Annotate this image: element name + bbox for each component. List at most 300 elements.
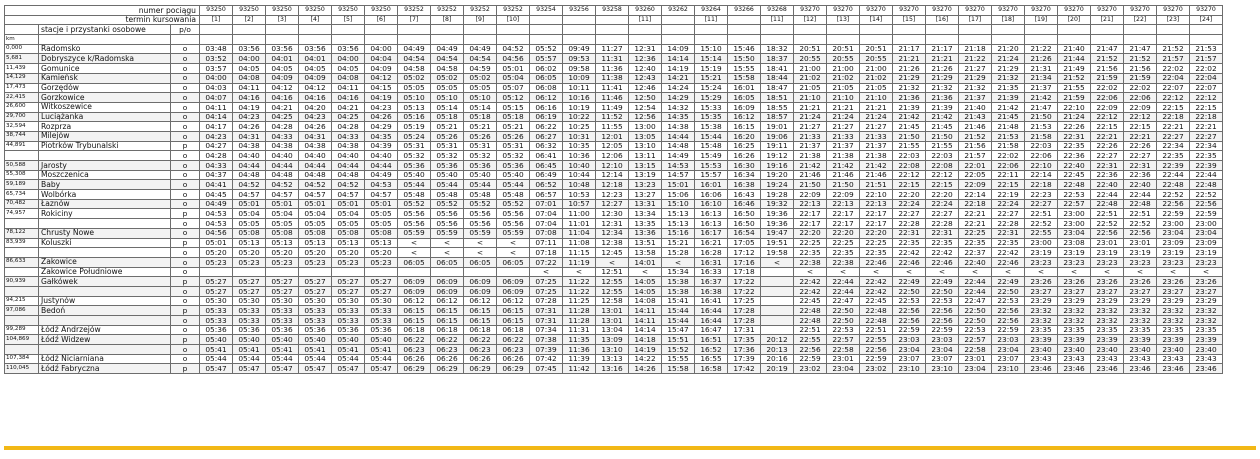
departure-time: 05:36 <box>266 325 299 335</box>
departure-time: 23:04 <box>893 345 926 355</box>
departure-time: 22:56 <box>926 316 959 326</box>
departure-time: 22:35 <box>893 238 926 248</box>
departure-time: 22:12 <box>926 170 959 180</box>
departure-time: 04:11 <box>233 83 266 93</box>
departure-time: 05:33 <box>299 316 332 326</box>
departure-time: 23:03 <box>992 335 1025 345</box>
departure-time: 05:07 <box>497 83 530 93</box>
km-value <box>5 316 39 326</box>
departure-time: 23:32 <box>1058 306 1091 316</box>
departure-time: 05:56 <box>497 209 530 219</box>
departure-time: 21:18 <box>959 44 992 54</box>
km-value: 104,869 <box>5 335 39 345</box>
train-number: 93270 <box>1091 6 1124 16</box>
departure-time: 22:11 <box>992 170 1025 180</box>
departure-time: 22:56 <box>1091 228 1124 238</box>
departure-time: 22:04 <box>1157 73 1190 83</box>
train-number: 93264 <box>695 6 728 16</box>
departure-time: < <box>464 248 497 258</box>
departure-time: 04:21 <box>266 102 299 112</box>
departure-time: 21:45 <box>926 122 959 132</box>
departure-time: 21:37 <box>827 141 860 151</box>
departure-time: 05:01 <box>233 199 266 209</box>
departure-time: 22:56 <box>992 306 1025 316</box>
departure-time: 18:57 <box>761 112 794 122</box>
departure-time: 23:40 <box>1190 345 1223 355</box>
departure-time: 05:27 <box>233 286 266 296</box>
departure-time: 23:32 <box>1058 316 1091 326</box>
departure-time: 11:35 <box>563 335 596 345</box>
schedule-term: [8] <box>431 15 464 25</box>
departure-time: 06:09 <box>464 277 497 287</box>
departure-time: 22:15 <box>1091 122 1124 132</box>
departure-time: 22:02 <box>992 151 1025 161</box>
departure-time: 11:31 <box>596 54 629 64</box>
train-number: 93270 <box>1157 6 1190 16</box>
departure-time: 05:19 <box>398 122 431 132</box>
departure-time: 22:47 <box>959 296 992 306</box>
departure-time: 05:05 <box>431 83 464 93</box>
departure-time: 22:20 <box>860 228 893 238</box>
departure-time: 06:18 <box>497 325 530 335</box>
departure-time: 22:50 <box>959 306 992 316</box>
arrival-departure-flag: o <box>171 325 200 335</box>
departure-time: 22:35 <box>860 248 893 258</box>
header-blank <box>1025 25 1058 35</box>
departure-time: 05:12 <box>497 93 530 103</box>
departure-time: 05:31 <box>431 141 464 151</box>
departure-time: 23:29 <box>1190 296 1223 306</box>
train-number: 93250 <box>365 6 398 16</box>
departure-time: 22:02 <box>1091 83 1124 93</box>
header-blank <box>992 35 1025 45</box>
departure-time: 21:34 <box>1025 73 1058 83</box>
train-number: 93252 <box>497 6 530 16</box>
departure-time: 04:07 <box>200 93 233 103</box>
station-row <box>5 238 1223 248</box>
departure-time: 04:37 <box>200 170 233 180</box>
departure-time: 05:27 <box>266 286 299 296</box>
departure-time: 10:40 <box>563 161 596 171</box>
departure-time: 22:48 <box>1190 180 1223 190</box>
departure-time: 16:05 <box>728 93 761 103</box>
departure-time: 21:48 <box>992 122 1025 132</box>
departure-time: 22:40 <box>1058 161 1091 171</box>
departure-time: 22:36 <box>1091 170 1124 180</box>
departure-time: 22:51 <box>1124 209 1157 219</box>
departure-time: 16:55 <box>695 354 728 364</box>
departure-time: 16:41 <box>695 296 728 306</box>
departure-time: 18:55 <box>761 102 794 112</box>
departure-time: 22:55 <box>1025 228 1058 238</box>
departure-time: 04:28 <box>332 122 365 132</box>
departure-time: 12:18 <box>596 180 629 190</box>
departure-time: 21:37 <box>860 141 893 151</box>
station-row <box>5 180 1223 190</box>
departure-time: 16:20 <box>728 131 761 141</box>
departure-time: 22:56 <box>860 345 893 355</box>
departure-time: 22:19 <box>992 190 1025 200</box>
departure-time: 06:12 <box>530 93 563 103</box>
departure-time: < <box>1190 267 1223 277</box>
header-blank <box>629 35 662 45</box>
header-blank <box>563 25 596 35</box>
departure-time: 04:26 <box>299 122 332 132</box>
header-blank <box>431 25 464 35</box>
departure-time: 06:22 <box>497 335 530 345</box>
departure-time: 06:15 <box>497 316 530 326</box>
departure-time: 21:33 <box>794 131 827 141</box>
departure-time: 22:42 <box>893 248 926 258</box>
departure-time: 22:53 <box>992 296 1025 306</box>
departure-time: 21:55 <box>893 141 926 151</box>
departure-time: 05:44 <box>200 354 233 364</box>
departure-time: 16:15 <box>728 122 761 132</box>
departure-time: 22:44 <box>827 277 860 287</box>
departure-time: 15:38 <box>662 277 695 287</box>
departure-time: 22:15 <box>893 180 926 190</box>
departure-time: 22:57 <box>827 335 860 345</box>
departure-time: 05:41 <box>299 345 332 355</box>
schedule-term: [10] <box>497 15 530 25</box>
departure-time: 13:01 <box>596 316 629 326</box>
departure-time: 18:41 <box>761 64 794 74</box>
station-name: Łaznów <box>39 199 171 209</box>
header-blank <box>926 35 959 45</box>
departure-time: 05:05 <box>332 219 365 229</box>
departure-time: 22:15 <box>926 180 959 190</box>
departure-time: 04:31 <box>233 131 266 141</box>
departure-time: 22:42 <box>794 277 827 287</box>
train-number: 93256 <box>563 6 596 16</box>
departure-time: 21:10 <box>794 93 827 103</box>
departure-time: 21:02 <box>860 73 893 83</box>
departure-time: 16:52 <box>695 345 728 355</box>
departure-time: 07:38 <box>530 335 563 345</box>
km-value: 70,482 <box>5 199 39 209</box>
station-row <box>5 277 1223 287</box>
header-blank <box>398 25 431 35</box>
departure-time: 04:57 <box>266 190 299 200</box>
departure-time: 12:50 <box>629 93 662 103</box>
departure-time: 05:04 <box>266 209 299 219</box>
departure-time: 06:32 <box>530 141 563 151</box>
departure-time: 21:10 <box>827 93 860 103</box>
schedule-term: [5] <box>332 15 365 25</box>
header-blank <box>171 35 200 45</box>
departure-time: 20:12 <box>761 335 794 345</box>
departure-time: 14:38 <box>662 122 695 132</box>
departure-time: 20:51 <box>794 44 827 54</box>
departure-time: 05:13 <box>332 238 365 248</box>
departure-time: 13:15 <box>629 161 662 171</box>
departure-time: 23:08 <box>1058 238 1091 248</box>
departure-time: 05:56 <box>464 219 497 229</box>
departure-time: 15:16 <box>662 228 695 238</box>
departure-time: 16:46 <box>728 199 761 209</box>
header-blank <box>794 35 827 45</box>
departure-time: 22:56 <box>992 316 1025 326</box>
departure-time: 22:35 <box>959 238 992 248</box>
departure-time: 21:42 <box>794 161 827 171</box>
departure-time: 21:10 <box>860 93 893 103</box>
departure-time: 17:42 <box>728 364 761 374</box>
departure-time: 21:24 <box>1058 112 1091 122</box>
schedule-term: [1] <box>200 15 233 25</box>
departure-time: 13:16 <box>596 364 629 374</box>
departure-time: 22:46 <box>893 257 926 267</box>
departure-time: 23:10 <box>992 364 1025 374</box>
departure-time: 21:47 <box>1124 44 1157 54</box>
departure-time: 04:38 <box>233 141 266 151</box>
schedule-term: [11] <box>629 15 662 25</box>
departure-time: 04:26 <box>365 112 398 122</box>
departure-time: 06:12 <box>464 296 497 306</box>
departure-time <box>233 267 266 277</box>
departure-time: 22:24 <box>893 199 926 209</box>
departure-time: < <box>1091 267 1124 277</box>
station-row <box>5 161 1223 171</box>
departure-time: 05:30 <box>266 296 299 306</box>
departure-time: 22:17 <box>860 209 893 219</box>
departure-time: 15:55 <box>662 354 695 364</box>
departure-time: 05:02 <box>398 73 431 83</box>
departure-time: 22:25 <box>827 238 860 248</box>
departure-time: 15:48 <box>695 141 728 151</box>
header-blank <box>629 25 662 35</box>
departure-time: 04:05 <box>233 64 266 74</box>
train-number: 93260 <box>629 6 662 16</box>
departure-time: 04:16 <box>266 93 299 103</box>
departure-time: 23:02 <box>860 364 893 374</box>
departure-time: 23:07 <box>992 354 1025 364</box>
arrival-departure-flag: o <box>171 228 200 238</box>
departure-time: 04:56 <box>497 54 530 64</box>
departure-time: 05:27 <box>365 277 398 287</box>
departure-time: 22:52 <box>1190 190 1223 200</box>
departure-time: 21:55 <box>926 141 959 151</box>
po-label: p/o <box>171 25 200 35</box>
departure-time: 16:13 <box>695 219 728 229</box>
arrival-departure-flag: o <box>171 257 200 267</box>
departure-time: 06:09 <box>464 286 497 296</box>
departure-time: 21:24 <box>992 54 1025 64</box>
departure-time: 05:40 <box>233 335 266 345</box>
departure-time: 05:40 <box>431 170 464 180</box>
departure-time: 04:38 <box>332 141 365 151</box>
station-name: Chrusty Nowe <box>39 228 171 238</box>
departure-time: 15:58 <box>662 364 695 374</box>
departure-time: 05:33 <box>365 306 398 316</box>
departure-time <box>200 267 233 277</box>
departure-time: 04:00 <box>332 54 365 64</box>
departure-time: 23:35 <box>1091 325 1124 335</box>
header-blank <box>893 35 926 45</box>
departure-time: 16:50 <box>728 209 761 219</box>
departure-time: 04:04 <box>365 54 398 64</box>
train-number: 93270 <box>1058 6 1091 16</box>
departure-time: 05:20 <box>266 248 299 258</box>
departure-time: 21:02 <box>827 73 860 83</box>
departure-time: 22:21 <box>1190 122 1223 132</box>
header-blank <box>596 25 629 35</box>
departure-time: 22:13 <box>860 199 893 209</box>
departure-time: 20:19 <box>761 364 794 374</box>
departure-time: 04:25 <box>332 112 365 122</box>
departure-time: 21:59 <box>1124 73 1157 83</box>
departure-time: 21:17 <box>893 44 926 54</box>
departure-time: 05:56 <box>431 209 464 219</box>
departure-time: 16:17 <box>695 228 728 238</box>
station-name <box>39 248 171 258</box>
departure-time: 05:08 <box>233 228 266 238</box>
departure-time: 04:23 <box>299 112 332 122</box>
departure-time: 19:12 <box>761 151 794 161</box>
departure-time: 17:16 <box>728 257 761 267</box>
departure-time: 05:20 <box>332 248 365 258</box>
departure-time: 05:27 <box>332 286 365 296</box>
header-blank <box>1058 25 1091 35</box>
departure-time: 12:56 <box>629 112 662 122</box>
departure-time: 04:45 <box>200 190 233 200</box>
departure-time: 15:13 <box>662 209 695 219</box>
departure-time: 14:32 <box>662 102 695 112</box>
departure-time: 04:40 <box>365 151 398 161</box>
departure-time: 04:53 <box>200 219 233 229</box>
station-name: Rozprza <box>39 122 171 132</box>
departure-time: 15:38 <box>662 286 695 296</box>
departure-time: 22:04 <box>1190 73 1223 83</box>
departure-time: 19:01 <box>761 122 794 132</box>
departure-time: 04:39 <box>365 141 398 151</box>
departure-time: 21:00 <box>794 64 827 74</box>
train-number: 93268 <box>761 6 794 16</box>
departure-time: 04:01 <box>266 54 299 64</box>
station-row <box>5 296 1223 306</box>
departure-time: 06:29 <box>497 364 530 374</box>
departure-time: 04:33 <box>200 161 233 171</box>
departure-time: 22:10 <box>860 190 893 200</box>
station-row <box>5 306 1223 316</box>
departure-time: < <box>827 267 860 277</box>
departure-time: 05:40 <box>332 335 365 345</box>
departure-time: 22:35 <box>827 248 860 258</box>
departure-time: 14:05 <box>629 277 662 287</box>
departure-time: 23:23 <box>1124 257 1157 267</box>
departure-time: 05:18 <box>497 112 530 122</box>
departure-time: 05:40 <box>365 335 398 345</box>
departure-time: 04:00 <box>200 73 233 83</box>
departure-time: 22:20 <box>893 190 926 200</box>
departure-time: 23:43 <box>1190 354 1223 364</box>
departure-time: 21:20 <box>992 44 1025 54</box>
departure-time: 13:01 <box>596 306 629 316</box>
departure-time: 21:05 <box>860 83 893 93</box>
departure-time: 21:50 <box>1025 112 1058 122</box>
departure-time: 21:38 <box>794 151 827 161</box>
departure-time: 04:57 <box>365 190 398 200</box>
departure-time: 22:03 <box>926 151 959 161</box>
departure-time: 15:57 <box>695 170 728 180</box>
departure-time: 22:35 <box>794 248 827 258</box>
departure-time: 22:28 <box>893 219 926 229</box>
departure-time: 22:36 <box>1124 170 1157 180</box>
departure-time: 05:52 <box>431 199 464 209</box>
departure-time: 06:05 <box>431 257 464 267</box>
departure-time: 05:59 <box>497 228 530 238</box>
departure-time: 22:56 <box>1190 199 1223 209</box>
departure-time: 14:01 <box>629 257 662 267</box>
departure-time: 23:29 <box>1124 296 1157 306</box>
departure-time: 06:41 <box>530 151 563 161</box>
km-value: 22,415 <box>5 93 39 103</box>
departure-time: 22:09 <box>827 190 860 200</box>
departure-time: 22:21 <box>1157 122 1190 132</box>
station-row <box>5 267 1223 277</box>
departure-time: 11:46 <box>596 93 629 103</box>
departure-time: 21:50 <box>827 180 860 190</box>
departure-time: < <box>596 257 629 267</box>
header-blank <box>464 35 497 45</box>
departure-time: 22:23 <box>1025 190 1058 200</box>
header-blank <box>1091 35 1124 45</box>
departure-time: 04:59 <box>464 64 497 74</box>
schedule-term: [17] <box>959 15 992 25</box>
departure-time: 05:36 <box>431 161 464 171</box>
station-row <box>5 354 1223 364</box>
departure-time: 05:40 <box>497 170 530 180</box>
departure-time: 10:16 <box>563 93 596 103</box>
header-blank <box>1091 25 1124 35</box>
departure-time: 22:15 <box>992 180 1025 190</box>
departure-time: 16:10 <box>695 199 728 209</box>
departure-time: 07:11 <box>530 238 563 248</box>
departure-time: 16:47 <box>695 325 728 335</box>
header-blank <box>266 35 299 45</box>
departure-time: 21:55 <box>1058 83 1091 93</box>
departure-time: 05:26 <box>497 131 530 141</box>
departure-time: 04:27 <box>200 141 233 151</box>
departure-time: 06:15 <box>398 316 431 326</box>
departure-time: 05:33 <box>266 316 299 326</box>
departure-time: 23:19 <box>1157 248 1190 258</box>
header-blank <box>39 35 171 45</box>
departure-time: 05:36 <box>497 161 530 171</box>
departure-time: 03:52 <box>200 54 233 64</box>
departure-time: 19:11 <box>761 141 794 151</box>
departure-time: 22:56 <box>794 345 827 355</box>
station-name: Luciążanka <box>39 112 171 122</box>
departure-time: 14:11 <box>629 316 662 326</box>
departure-time: 23:19 <box>1124 248 1157 258</box>
departure-time: 21:42 <box>893 112 926 122</box>
header-blank <box>398 35 431 45</box>
departure-time: 05:36 <box>332 325 365 335</box>
departure-time: 20:55 <box>860 54 893 64</box>
departure-time: 05:27 <box>332 277 365 287</box>
departure-time: 21:37 <box>1025 83 1058 93</box>
departure-time: 05:40 <box>266 335 299 345</box>
departure-time: 06:29 <box>431 364 464 374</box>
departure-time: 21:47 <box>1025 102 1058 112</box>
departure-time: 14:19 <box>662 64 695 74</box>
departure-time: 10:31 <box>563 131 596 141</box>
departure-time: 21:50 <box>926 131 959 141</box>
departure-time: 21:26 <box>893 64 926 74</box>
departure-time: 04:48 <box>332 170 365 180</box>
departure-time: 16:21 <box>695 238 728 248</box>
train-number: 93258 <box>596 6 629 16</box>
